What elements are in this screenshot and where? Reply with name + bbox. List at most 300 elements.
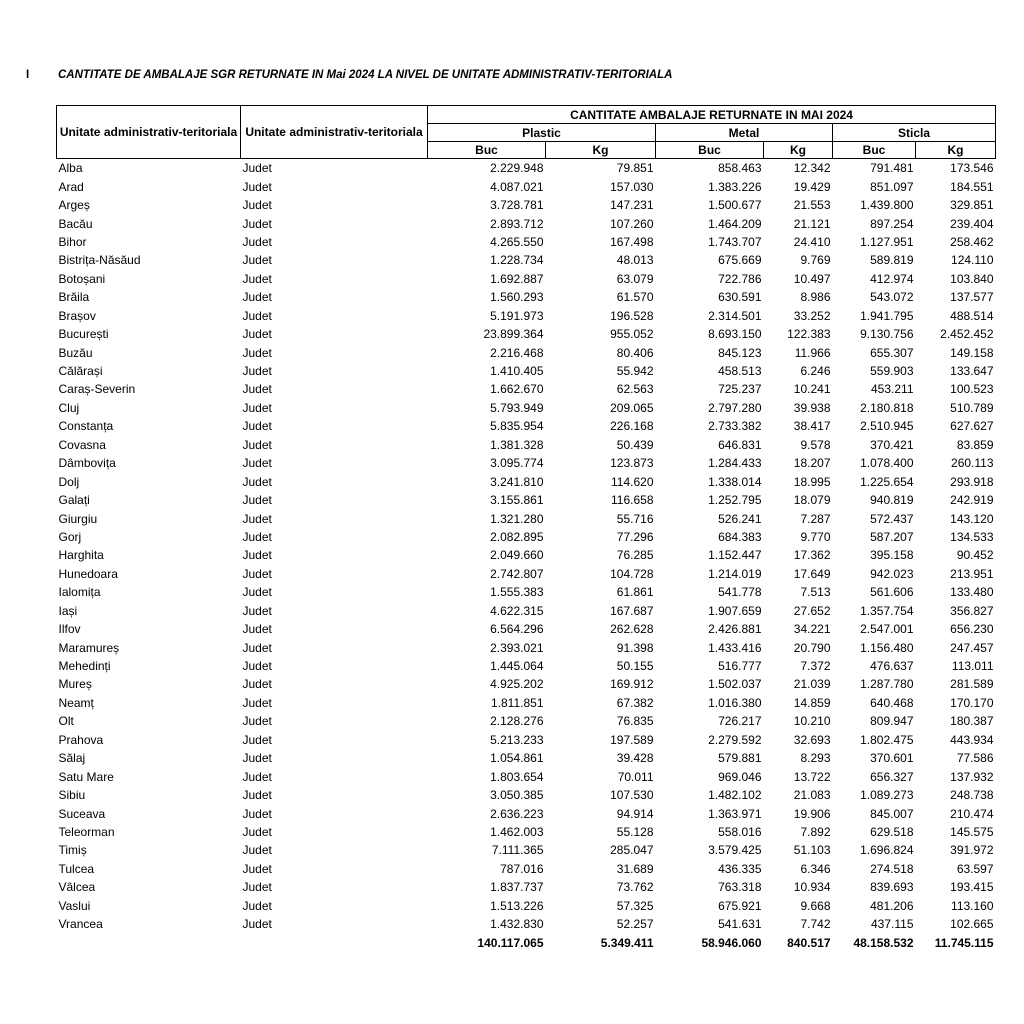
sticla-kg-cell: 113.160	[951, 898, 994, 913]
metal-kg-cell: 21.121	[793, 216, 831, 231]
unit-type-cell: Judet	[242, 400, 272, 415]
sticla-kg-cell: 90.452	[956, 548, 994, 563]
sticla-buc-cell: 561.606	[870, 585, 914, 600]
unit-type-cell: Judet	[242, 271, 272, 286]
metal-buc-cell: 845.123	[718, 345, 762, 360]
plastic-kg-cell: 76.285	[616, 548, 654, 563]
sticla-kg-cell: 180.387	[950, 714, 994, 729]
table-row	[57, 546, 996, 564]
metal-kg-cell: 18.995	[793, 474, 831, 489]
metal-kg-cell: 10.934	[793, 880, 831, 895]
sticla-buc-cell: 370.421	[870, 437, 914, 452]
table-row	[57, 177, 996, 195]
table-row	[57, 583, 996, 601]
header-unit-2: Unitate administrativ-teritoriala	[241, 106, 428, 159]
plastic-kg-cell: 55.942	[616, 364, 654, 379]
plastic-buc-cell: 5.191.973	[490, 308, 544, 323]
plastic-kg-cell: 67.382	[616, 695, 654, 710]
plastic-buc-cell: 3.241.810	[490, 474, 544, 489]
county-name-cell: Vâlcea	[58, 880, 96, 895]
table-row	[57, 897, 996, 915]
table-row	[57, 325, 996, 343]
total-county-name-cell	[57, 933, 241, 951]
metal-buc-cell: 2.426.881	[708, 622, 762, 637]
header-sticla-buc: Buc	[833, 142, 916, 159]
metal-kg-cell: 39.938	[793, 400, 831, 415]
metal-buc-cell: 8.693.150	[708, 327, 762, 342]
plastic-kg-cell: 62.563	[616, 382, 654, 397]
sticla-kg-cell: 149.158	[950, 345, 994, 360]
sticla-buc-cell: 2.180.818	[860, 400, 914, 415]
sticla-kg-cell: 488.514	[950, 308, 994, 323]
table-row	[57, 620, 996, 638]
unit-type-cell: Judet	[242, 345, 272, 360]
plastic-kg-cell: 55.716	[616, 511, 654, 526]
header-plastic: Plastic	[428, 124, 656, 142]
metal-buc-cell: 726.217	[718, 714, 762, 729]
table-row	[57, 159, 996, 178]
metal-kg-cell: 24.410	[793, 234, 831, 249]
plastic-buc-cell: 1.321.280	[490, 511, 544, 526]
unit-type-cell: Judet	[242, 493, 272, 508]
unit-type-cell: Judet	[242, 290, 272, 305]
table-row	[57, 472, 996, 490]
county-name-cell: Hunedoara	[58, 566, 118, 581]
metal-kg-cell: 17.649	[793, 566, 831, 581]
plastic-kg-cell: 167.687	[610, 603, 654, 618]
metal-kg-cell: 14.859	[793, 695, 831, 710]
plastic-kg-cell: 196.528	[610, 308, 654, 323]
metal-kg-cell: 7.742	[800, 917, 831, 932]
plastic-kg-cell: 209.065	[610, 400, 654, 415]
table-row	[57, 380, 996, 398]
table-row	[57, 417, 996, 435]
sticla-buc-cell: 370.601	[870, 751, 914, 766]
sticla-kg-cell: 137.932	[950, 769, 994, 784]
sticla-buc-cell: 839.693	[870, 880, 914, 895]
plastic-buc-cell: 1.555.383	[490, 585, 544, 600]
county-name-cell: Sălaj	[58, 751, 86, 766]
metal-buc-cell: 722.786	[718, 271, 762, 286]
table-row	[57, 694, 996, 712]
plastic-kg-cell: 73.762	[616, 880, 654, 895]
header-sticla-kg: Kg	[916, 142, 996, 159]
sticla-kg-cell: 329.851	[950, 198, 994, 213]
plastic-buc-cell: 4.087.021	[490, 179, 544, 194]
sticla-kg-cell: 173.546	[950, 161, 994, 176]
total-plastic-kg-cell: 5.349.411	[600, 935, 654, 950]
unit-type-cell: Judet	[242, 382, 272, 397]
plastic-kg-cell: 104.728	[610, 566, 654, 581]
metal-kg-cell: 10.497	[793, 271, 831, 286]
county-name-cell: Olt	[58, 714, 74, 729]
unit-type-cell: Judet	[242, 253, 272, 268]
metal-buc-cell: 969.046	[718, 769, 762, 784]
plastic-buc-cell: 4.265.550	[490, 234, 544, 249]
plastic-buc-cell: 1.432.830	[490, 917, 544, 932]
unit-type-cell: Judet	[242, 714, 272, 729]
sticla-kg-cell: 63.597	[956, 861, 994, 876]
sticla-kg-cell: 133.647	[950, 364, 994, 379]
county-name-cell: Giurgiu	[58, 511, 98, 526]
metal-buc-cell: 2.314.501	[708, 308, 762, 323]
sticla-kg-cell: 443.934	[950, 732, 994, 747]
sticla-buc-cell: 2.547.001	[860, 622, 914, 637]
metal-buc-cell: 541.631	[718, 917, 762, 932]
sticla-kg-cell: 213.951	[950, 566, 994, 581]
sticla-buc-cell: 1.078.400	[860, 456, 914, 471]
sticla-buc-cell: 942.023	[870, 566, 914, 581]
plastic-buc-cell: 4.622.315	[490, 603, 544, 618]
plastic-buc-cell: 787.016	[500, 861, 544, 876]
table-row	[57, 362, 996, 380]
unit-type-cell: Judet	[242, 437, 272, 452]
metal-kg-cell: 8.293	[800, 751, 831, 766]
total-unit-type-cell	[241, 933, 428, 951]
sticla-buc-cell: 559.903	[870, 364, 914, 379]
unit-type-cell: Judet	[242, 677, 272, 692]
plastic-kg-cell: 107.260	[610, 216, 654, 231]
metal-buc-cell: 1.464.209	[708, 216, 762, 231]
plastic-buc-cell: 5.213.233	[490, 732, 544, 747]
table-row	[57, 436, 996, 454]
county-name-cell: Botoșani	[58, 271, 106, 286]
plastic-kg-cell: 52.257	[616, 917, 654, 932]
sticla-buc-cell: 655.307	[870, 345, 914, 360]
plastic-kg-cell: 262.628	[610, 622, 654, 637]
table-row	[57, 860, 996, 878]
plastic-kg-cell: 31.689	[616, 861, 654, 876]
sticla-kg-cell: 124.110	[951, 253, 994, 268]
sticla-kg-cell: 656.230	[950, 622, 994, 637]
sticla-buc-cell: 1.089.273	[860, 788, 914, 803]
metal-buc-cell: 1.907.659	[708, 603, 762, 618]
plastic-buc-cell: 3.155.861	[490, 493, 544, 508]
county-name-cell: Brăila	[58, 290, 90, 305]
sticla-kg-cell: 2.452.452	[940, 327, 994, 342]
county-name-cell: Neamț	[58, 695, 94, 710]
sticla-kg-cell: 248.738	[950, 788, 994, 803]
sticla-kg-cell: 260.113	[951, 456, 994, 471]
metal-kg-cell: 17.362	[793, 548, 831, 563]
county-name-cell: Arad	[58, 179, 84, 194]
plastic-buc-cell: 2.893.712	[490, 216, 544, 231]
metal-buc-cell: 763.318	[718, 880, 762, 895]
plastic-buc-cell: 1.054.861	[490, 751, 544, 766]
unit-type-cell: Judet	[242, 548, 272, 563]
table-row	[57, 528, 996, 546]
sticla-buc-cell: 587.207	[870, 529, 914, 544]
table-row	[57, 749, 996, 767]
sticla-kg-cell: 356.827	[950, 603, 994, 618]
metal-buc-cell: 2.279.592	[708, 732, 762, 747]
county-name-cell: Brașov	[58, 308, 96, 323]
county-name-cell: Alba	[58, 161, 83, 176]
metal-buc-cell: 684.383	[718, 529, 762, 544]
plastic-kg-cell: 285.047	[610, 843, 654, 858]
plastic-buc-cell: 3.095.774	[490, 456, 544, 471]
header-metal-kg: Kg	[764, 142, 833, 159]
sticla-kg-cell: 210.474	[950, 806, 994, 821]
plastic-buc-cell: 2.216.468	[490, 345, 544, 360]
metal-buc-cell: 675.921	[718, 898, 762, 913]
sticla-kg-cell: 193.415	[950, 880, 994, 895]
sticla-buc-cell: 809.947	[870, 714, 914, 729]
table-row	[57, 878, 996, 896]
plastic-buc-cell: 3.050.385	[490, 788, 544, 803]
plastic-kg-cell: 79.851	[616, 161, 654, 176]
county-name-cell: Vaslui	[58, 898, 91, 913]
sticla-buc-cell: 1.696.824	[860, 843, 914, 858]
metal-kg-cell: 10.241	[793, 382, 831, 397]
sticla-kg-cell: 83.859	[956, 437, 994, 452]
county-name-cell: Argeș	[58, 198, 90, 213]
county-name-cell: Maramureș	[58, 640, 120, 655]
table-row	[57, 657, 996, 675]
plastic-kg-cell: 167.498	[610, 234, 654, 249]
sticla-buc-cell: 1.802.475	[860, 732, 914, 747]
sticla-kg-cell: 281.589	[950, 677, 994, 692]
metal-buc-cell: 436.335	[718, 861, 762, 876]
unit-type-cell: Judet	[242, 529, 272, 544]
metal-kg-cell: 21.553	[793, 198, 831, 213]
unit-type-cell: Judet	[242, 659, 272, 674]
unit-type-cell: Judet	[242, 179, 272, 194]
metal-buc-cell: 1.433.416	[708, 640, 762, 655]
unit-type-cell: Judet	[242, 474, 272, 489]
county-name-cell: Harghita	[58, 548, 104, 563]
total-metal-buc-cell: 58.946.060	[701, 935, 762, 950]
plastic-kg-cell: 157.030	[610, 179, 654, 194]
plastic-kg-cell: 114.620	[611, 474, 654, 489]
plastic-kg-cell: 147.231	[610, 198, 654, 213]
metal-buc-cell: 558.016	[718, 824, 762, 839]
plastic-buc-cell: 2.049.660	[490, 548, 544, 563]
metal-kg-cell: 7.513	[800, 585, 831, 600]
plastic-kg-cell: 91.398	[616, 640, 654, 655]
sticla-buc-cell: 589.819	[870, 253, 914, 268]
plastic-buc-cell: 1.228.734	[490, 253, 544, 268]
sticla-buc-cell: 1.357.754	[860, 603, 914, 618]
plastic-kg-cell: 70.011	[617, 769, 654, 784]
plastic-kg-cell: 48.013	[616, 253, 654, 268]
sticla-buc-cell: 395.158	[870, 548, 914, 563]
table-row	[57, 786, 996, 804]
plastic-kg-cell: 63.079	[616, 271, 654, 286]
section-marker: I	[26, 69, 30, 81]
plastic-buc-cell: 1.837.737	[490, 880, 544, 895]
table-row	[57, 251, 996, 269]
metal-buc-cell: 858.463	[718, 161, 762, 176]
plastic-kg-cell: 116.658	[611, 493, 654, 508]
unit-type-cell: Judet	[242, 456, 272, 471]
metal-buc-cell: 541.778	[718, 585, 762, 600]
county-name-cell: Sibiu	[58, 788, 86, 803]
plastic-kg-cell: 77.296	[616, 529, 654, 544]
total-sticla-kg-cell: 11.745.115	[934, 935, 994, 950]
metal-buc-cell: 526.241	[718, 511, 762, 526]
plastic-kg-cell: 80.406	[616, 345, 654, 360]
plastic-buc-cell: 2.082.895	[490, 529, 544, 544]
table-row	[57, 491, 996, 509]
metal-kg-cell: 34.221	[793, 622, 831, 637]
sticla-buc-cell: 656.327	[870, 769, 914, 784]
plastic-buc-cell: 1.803.654	[490, 769, 544, 784]
plastic-buc-cell: 1.513.226	[490, 898, 544, 913]
metal-kg-cell: 8.986	[800, 290, 831, 305]
sticla-kg-cell: 184.551	[950, 179, 994, 194]
unit-type-cell: Judet	[242, 695, 272, 710]
unit-type-cell: Judet	[242, 327, 272, 342]
sticla-buc-cell: 629.518	[870, 824, 914, 839]
metal-kg-cell: 19.429	[793, 179, 831, 194]
metal-kg-cell: 6.246	[800, 364, 831, 379]
unit-type-cell: Judet	[242, 419, 272, 434]
plastic-buc-cell: 23.899.364	[483, 327, 544, 342]
metal-kg-cell: 51.103	[793, 843, 831, 858]
table-row	[57, 804, 996, 822]
metal-buc-cell: 1.482.102	[708, 788, 762, 803]
metal-kg-cell: 7.892	[800, 824, 831, 839]
county-name-cell: Gorj	[58, 529, 82, 544]
unit-type-cell: Judet	[242, 308, 272, 323]
county-name-cell: Suceava	[58, 806, 106, 821]
plastic-buc-cell: 2.128.276	[490, 714, 544, 729]
header-plastic-buc: Buc	[428, 142, 546, 159]
unit-type-cell: Judet	[242, 732, 272, 747]
metal-buc-cell: 1.383.226	[708, 179, 762, 194]
plastic-kg-cell: 94.914	[616, 806, 654, 821]
plastic-kg-cell: 50.155	[616, 659, 654, 674]
unit-type-cell: Judet	[242, 788, 272, 803]
unit-type-cell: Judet	[242, 824, 272, 839]
table-row	[57, 270, 996, 288]
unit-type-cell: Judet	[242, 603, 272, 618]
header-sticla: Sticla	[833, 124, 996, 142]
sticla-buc-cell: 476.637	[870, 659, 914, 674]
plastic-kg-cell: 57.325	[616, 898, 654, 913]
plastic-buc-cell: 1.692.887	[490, 271, 544, 286]
sticla-buc-cell: 543.072	[870, 290, 914, 305]
sticla-kg-cell: 103.840	[950, 271, 994, 286]
sticla-kg-cell: 113.011	[951, 659, 994, 674]
sticla-buc-cell: 640.468	[870, 695, 914, 710]
sticla-buc-cell: 1.287.780	[860, 677, 914, 692]
metal-kg-cell: 122.383	[787, 327, 831, 342]
unit-type-cell: Judet	[242, 917, 272, 932]
metal-buc-cell: 630.591	[718, 290, 762, 305]
metal-buc-cell: 579.881	[718, 751, 762, 766]
metal-kg-cell: 20.790	[793, 640, 831, 655]
sticla-buc-cell: 9.130.756	[860, 327, 914, 342]
table-row	[57, 675, 996, 693]
plastic-kg-cell: 197.589	[610, 732, 654, 747]
document-title-row	[26, 69, 672, 85]
county-name-cell: Prahova	[58, 732, 104, 747]
unit-type-cell: Judet	[242, 843, 272, 858]
metal-kg-cell: 7.287	[800, 511, 831, 526]
plastic-kg-cell: 39.428	[616, 751, 654, 766]
sticla-kg-cell: 258.462	[950, 234, 994, 249]
sticla-buc-cell: 437.115	[871, 917, 914, 932]
sticla-buc-cell: 453.211	[871, 382, 914, 397]
metal-buc-cell: 1.016.380	[708, 695, 762, 710]
plastic-buc-cell: 6.564.296	[490, 622, 544, 637]
county-name-cell: Iași	[58, 603, 78, 618]
unit-type-cell: Judet	[242, 364, 272, 379]
plastic-buc-cell: 1.560.293	[490, 290, 544, 305]
metal-buc-cell: 458.513	[718, 364, 762, 379]
county-name-cell: Vrancea	[58, 917, 103, 932]
metal-kg-cell: 7.372	[800, 659, 831, 674]
metal-buc-cell: 725.237	[718, 382, 762, 397]
header-group: CANTITATE AMBALAJE RETURNATE IN MAI 2024	[428, 106, 996, 124]
plastic-kg-cell: 226.168	[610, 419, 654, 434]
sticla-buc-cell: 897.254	[870, 216, 914, 231]
table-row	[57, 731, 996, 749]
unit-type-cell: Judet	[242, 566, 272, 581]
sticla-buc-cell: 1.225.654	[860, 474, 914, 489]
sticla-kg-cell: 391.972	[950, 843, 994, 858]
sticla-buc-cell: 1.156.480	[860, 640, 914, 655]
plastic-buc-cell: 1.381.328	[490, 437, 544, 452]
metal-kg-cell: 11.966	[794, 345, 831, 360]
table-row	[57, 214, 996, 232]
table-header	[57, 106, 996, 159]
metal-kg-cell: 21.083	[793, 788, 831, 803]
sticla-buc-cell: 274.518	[870, 861, 914, 876]
metal-buc-cell: 1.284.433	[708, 456, 762, 471]
county-name-cell: Constanța	[58, 419, 114, 434]
plastic-kg-cell: 55.128	[616, 824, 654, 839]
county-name-cell: București	[58, 327, 109, 342]
county-name-cell: Cluj	[58, 400, 80, 415]
county-name-cell: Ialomița	[58, 585, 101, 600]
table-row	[57, 638, 996, 656]
sticla-buc-cell: 2.510.945	[860, 419, 914, 434]
metal-kg-cell: 9.668	[800, 898, 831, 913]
sticla-buc-cell: 845.007	[870, 806, 914, 821]
plastic-buc-cell: 2.636.223	[490, 806, 544, 821]
unit-type-cell: Judet	[242, 585, 272, 600]
plastic-kg-cell: 61.570	[616, 290, 654, 305]
county-name-cell: Galați	[58, 493, 90, 508]
county-name-cell: Covasna	[58, 437, 106, 452]
plastic-buc-cell: 2.393.021	[490, 640, 544, 655]
sticla-buc-cell: 412.974	[870, 271, 914, 286]
plastic-buc-cell: 1.445.064	[490, 659, 544, 674]
metal-kg-cell: 10.210	[793, 714, 831, 729]
total-metal-kg-cell: 840.517	[787, 935, 831, 950]
table-row	[57, 307, 996, 325]
table-row	[57, 841, 996, 859]
plastic-kg-cell: 169.912	[610, 677, 654, 692]
metal-buc-cell: 675.669	[718, 253, 762, 268]
plastic-kg-cell: 123.873	[610, 456, 654, 471]
metal-buc-cell: 3.579.425	[708, 843, 762, 858]
plastic-kg-cell: 61.861	[616, 585, 654, 600]
metal-kg-cell: 12.342	[793, 161, 831, 176]
total-plastic-buc-cell: 140.117.065	[477, 935, 544, 950]
metal-buc-cell: 1.152.447	[708, 548, 762, 563]
metal-buc-cell: 2.797.280	[708, 400, 762, 415]
sticla-kg-cell: 247.457	[950, 640, 994, 655]
county-name-cell: Caraș-Severin	[58, 382, 136, 397]
document-title: CANTITATE DE AMBALAJE SGR RETURNATE IN Mai 2024 LA NIVEL DE UNITATE ADMINISTRATIV-TERITORIALA	[58, 69, 673, 81]
metal-buc-cell: 1.214.019	[708, 566, 762, 581]
unit-type-cell: Judet	[242, 880, 272, 895]
county-name-cell: Mureș	[58, 677, 92, 692]
